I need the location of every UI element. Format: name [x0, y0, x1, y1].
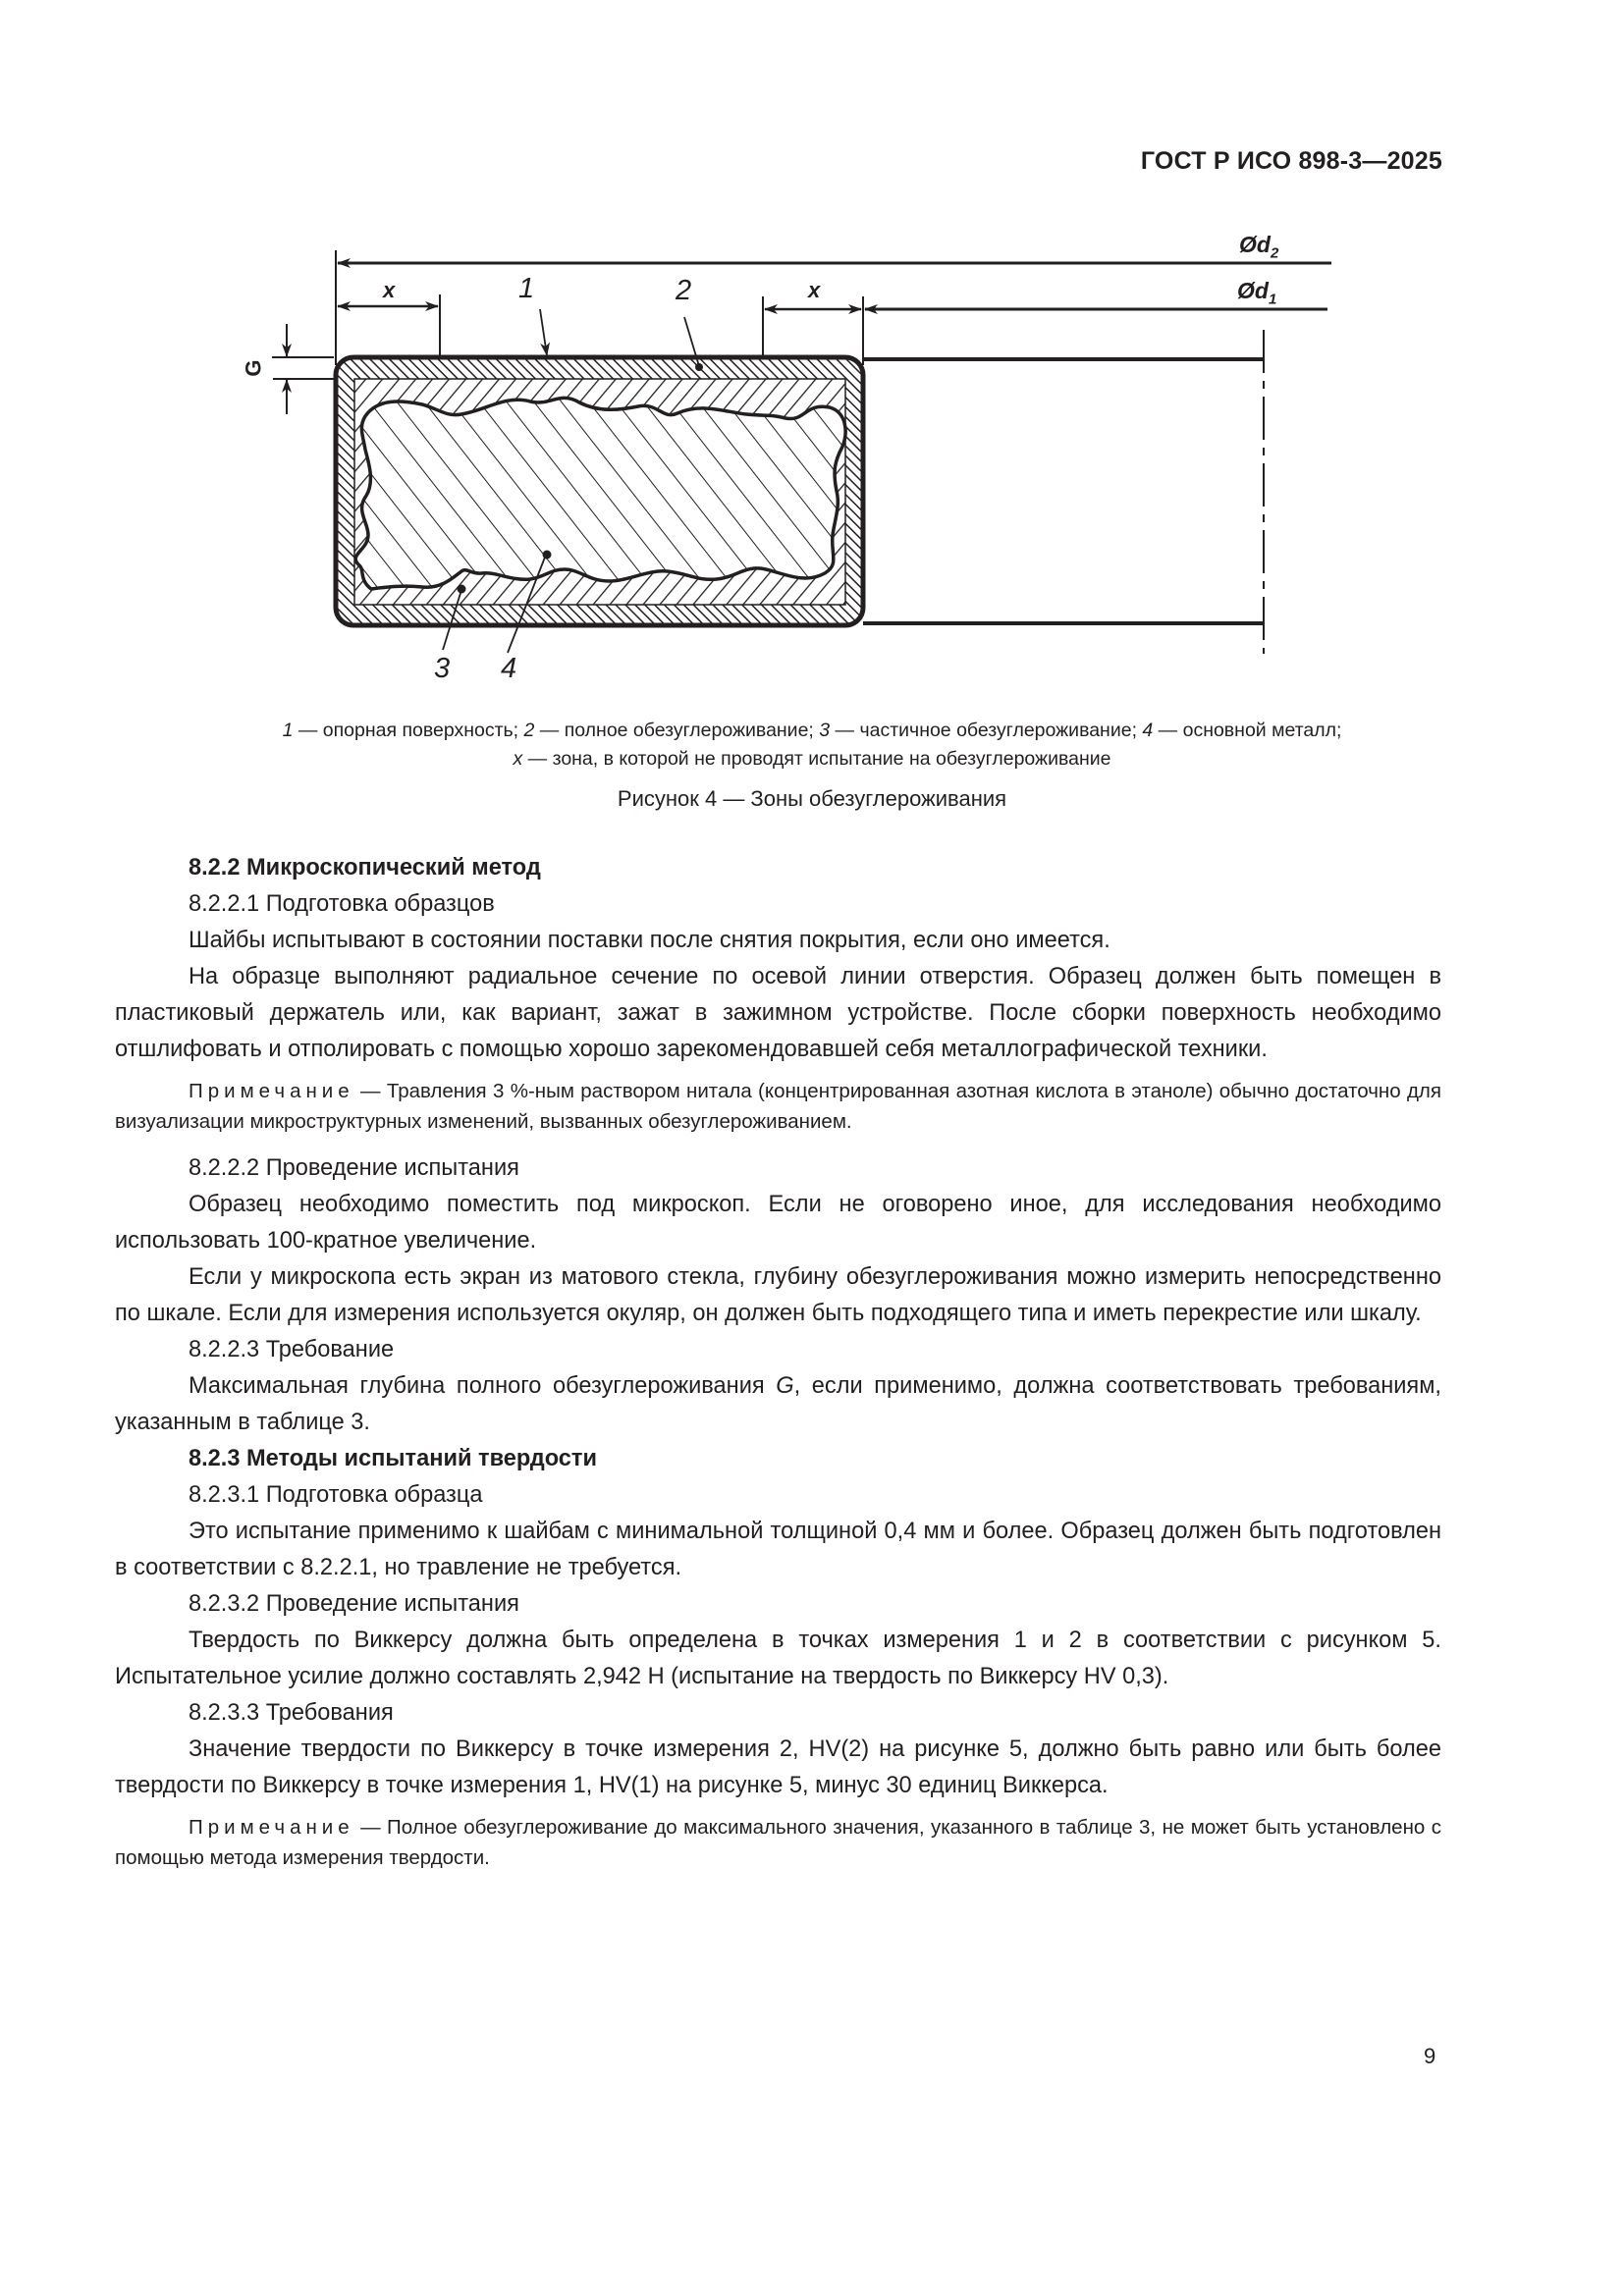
subsection-heading-8-2-2-1: 8.2.2.1 Подготовка образцов — [189, 891, 495, 917]
d1-label: $Ød_1$ — [1237, 278, 1277, 308]
callout-1: 1 — [518, 273, 535, 304]
g-depth-label: G — [241, 359, 266, 377]
subsection-heading-8-2-3-3: 8.2.3.3 Требования — [189, 1700, 394, 1726]
subsection-heading-8-2-2-2: 8.2.2.2 Проведение испытания — [189, 1155, 519, 1181]
figure-decarburization-zones — [0, 0, 1624, 707]
paragraph: Максимальная глубина полного обезуглероживания G, если применимо, должна соответствовать требованиям, указанным в таблице 3. — [115, 1373, 1441, 1435]
legend-line-1: 1 — опорная поверхность; 2 — полное обезуглероживание; 3 — частичное обезуглероживание; 4 — основной металл; — [282, 720, 1342, 741]
paragraph: Значение твердости по Виккерсу в точке измерения 2, HV(2) на рисунке 5, должно быть равно или быть более твердости по Виккерсу в точке измерения 1, HV(1) на рисунке 5, минус 30 единиц Виккерса. — [115, 1736, 1441, 1798]
paragraph: Образец необходимо поместить под микроскоп. Если не оговорено иное, для исследования необходимо использовать 100-кратное увеличение. — [115, 1192, 1441, 1254]
callout-2: 2 — [676, 275, 692, 306]
legend-line-2: x — зона, в которой не проводят испытание на обезуглероживание — [513, 748, 1111, 770]
paragraph: Шайбы испытывают в состоянии поставки после снятия покрытия, если оно имеется. — [189, 928, 1110, 953]
x-zone-label-left: x — [383, 278, 396, 302]
subsection-heading-8-2-2-3: 8.2.2.3 Требование — [189, 1337, 395, 1362]
page-number: 9 — [1424, 2044, 1436, 2068]
note-2: Примечание — Полное обезуглероживание до максимального значения, указанного в таблице 3, не может быть установлено с помощью метода измерения твердости. — [115, 1816, 1441, 1869]
callout-3: 3 — [434, 653, 451, 684]
decarburization-diagram — [0, 0, 1624, 707]
callout-4: 4 — [501, 653, 517, 684]
paragraph: Это испытание применимо к шайбам с минимальной толщиной 0,4 мм и более. Образец должен быть подготовлен в соответствии с 8.2.2.1, но травление не требуется. — [115, 1519, 1441, 1580]
x-zone-label-right: x — [808, 278, 821, 302]
paragraph: Твердость по Виккерсу должна быть определена в точках измерения 1 и 2 в соответствии с рисунком 5. Испытательное усилие должно составлять 2,942 Н (испытание на твердость по Виккерсу HV 0,3). — [115, 1628, 1441, 1689]
section-heading-8-2-3: 8.2.3 Методы испытаний твердости — [189, 1446, 597, 1471]
note-1: Примечание — Травления 3 %-ным раствором нитала (концентрированная азотная кислота в этаноле) обычно достаточно для визуализации микроструктурных изменений, вызванных обезуглероживанием. — [115, 1080, 1441, 1133]
d2-label: $Ød_2$ — [1239, 232, 1279, 262]
subsection-heading-8-2-3-1: 8.2.3.1 Подготовка образца — [189, 1482, 483, 1508]
paragraph: На образце выполняют радиальное сечение по осевой линии отверстия. Образец должен быть помещен в пластиковый держатель или, как вариант, зажат в зажимном устройстве. После сборки поверхность необходимо отшлифовать и отполировать с помощью хорошо зарекомендовавшей себя металлографической техники. — [115, 964, 1441, 1062]
figure-caption: Рисунок 4 — Зоны обезуглероживания — [617, 786, 1007, 811]
standard-designation: ГОСТ Р ИСО 898-3—2025 — [1140, 147, 1442, 175]
subsection-heading-8-2-3-2: 8.2.3.2 Проведение испытания — [189, 1591, 519, 1617]
document-body — [115, 850, 1441, 1873]
paragraph: Если у микроскопа есть экран из матового стекла, глубину обезуглероживания можно измерить непосредственно по шкале. Если для измерения используется окуляр, он должен быть подходящего типа и иметь перекрестие или шкалу. — [115, 1264, 1441, 1326]
figure-legend — [0, 717, 1624, 774]
section-heading-8-2-2: 8.2.2 Микроскопический метод — [189, 855, 541, 881]
